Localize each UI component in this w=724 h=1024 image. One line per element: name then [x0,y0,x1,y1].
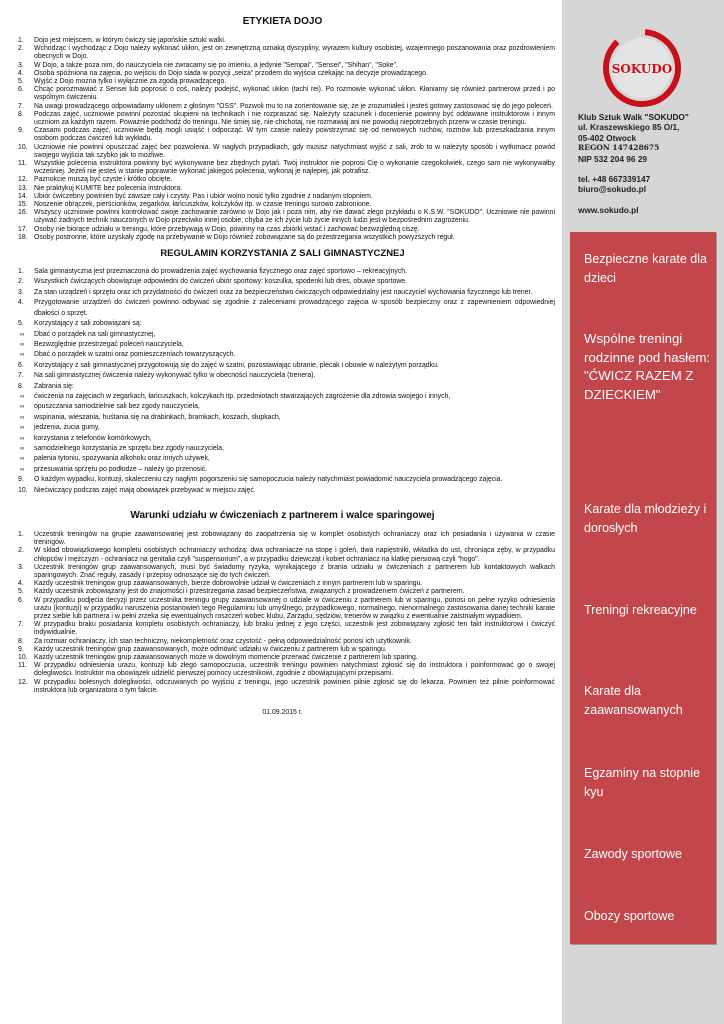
rule-item [10,70,555,78]
sub-rule-text: samodzielnego korzystania ze sprzętu bez zgody nauczyciela, [34,444,224,452]
rule-item [10,662,555,678]
club-phone: tel. +48 667339147 [578,174,651,185]
club-name: Klub Sztuk Walk "SOKUDO" [578,112,689,122]
rule-item [10,361,555,371]
sub-rule-item [10,402,555,412]
rule-item [10,277,555,287]
rule-number: 6. [18,86,24,94]
sub-rule-item [10,392,555,402]
rule-item [10,588,555,596]
rule-item [10,646,555,654]
sub-rule-text: Dbać o porządek w szatni oraz pomieszczeniach towarzyszących. [34,351,236,359]
rule-text: Na uwagi prowadzącego odpowiadamy ukłonem z głośnym "OSS". Pozwoli mu to na zorientowanie się, że je zrozumiałeś i jesteś gotowy zastosować się do jego poleceń. [34,102,553,110]
rule-text: Każdy uczestnik treningów grup zaawansowanych, bierze dobrowolnie udział w ćwiczeniach z innym partnerem lub w sparingu. [34,580,423,588]
rule-text: Paznokcie muszą być czyste i krótko obcięte. [34,176,173,184]
rule-item [10,78,555,86]
rule-number: 6. [18,361,24,369]
rule-number: 1. [18,37,24,44]
rule-text: Za rozmiar ochraniaczy, ich stan techniczny, niekompletność oraz czystość - pełną odpowiedzialność ponosi ich użytkownik. [34,637,412,645]
bullet-icon: ∞ [20,466,25,473]
offer-item: Zawody sportowe [584,847,682,861]
rule-number: 5. [18,78,24,86]
svg-text:SOKUDO: SOKUDO [611,62,673,76]
rule-number: 5. [18,320,24,328]
rule-item [10,37,555,45]
rule-number: 2. [18,45,24,53]
rule-number: 6. [18,596,24,604]
rule-text: W przypadku podjęcia decyzji przez uczestnika treningu grupy zaawansowanej o udziale w ćwiczeniu z partnerem lub w sparingu, ponosi on pełne ryzyko odniesienia urazu (kontuzji) w przypadku naruszenia postanowień tego Regulaminu lub umyślnego, przypadkowego, normalnego, nienormalnego zastosowania danej techniki karate przez siebie lub partnera i w pełni zrzeka się ewentualnych roszczeń wobec klubu, Zarządu, sędziów, trenerów w związku z ewentualnie zaistniałym wypadkiem. [34,596,555,621]
rule-item [10,597,555,622]
warunki-title: Warunki udziału w ćwiczeniach z partnerem i walce sparingowej [130,510,435,522]
bullet-icon: ∞ [20,393,25,400]
rule-number: 8. [18,382,24,390]
regulamin-list-part3 [10,475,555,496]
rule-number: 17. [18,225,28,233]
rule-text: Dojo jest miejscem, w którym ćwiczy się japońskie sztuki walki. [34,37,226,44]
rule-item [10,267,555,277]
sub-rule-text: palenia tytoniu, spożywania alkoholu oraz innych używek, [34,455,210,463]
rule-text: Korzystający z sali zobowiązani są: [34,320,142,328]
rule-number: 10. [18,143,28,151]
document-main [10,8,555,716]
document-date: 01.09.2015 r. [262,709,303,717]
regulamin-list-part1 [10,267,555,329]
offer-item: Karate dla zaawansowanych [584,684,683,717]
rule-number: 3. [18,288,24,296]
rule-text: Czasami podczas zajęć, uczniowie będą mogli usiąść i odpocząć. W tym czasie należy powstrzymać się od nerwowych ruchów, rozmów lub przeszkadzania innym osobom podczas ćwiczeń lub wykładu. [34,127,555,143]
rule-number: 1. [18,268,24,276]
rule-number: 4. [18,580,24,588]
rule-number: 4. [18,299,24,307]
rule-number: 10. [18,486,28,494]
rule-item [10,144,555,160]
rule-number: 11. [18,662,28,670]
club-website-link[interactable]: www.sokudo.pl [578,204,639,215]
rule-number: 12. [18,176,28,184]
club-street: ul. Kraszewskiego 85 O/1, [578,122,680,133]
rule-text: Ubiór ćwiczebny powinien być zawsze cały i czysty. Pas i ubiór wolno nosić tylko zgodnie z nadanym stopniem. [34,192,373,200]
sub-rule-text: ćwiczenia na zajęciach w zegarkach, łańcuszkach, kolczykach itp. przedmiotach stwarzających zagrożenie dla zdrowia swojego i innych, [34,392,451,400]
rule-text: Na sali gimnastycznej ćwiczenia należy wykonywać tylko w obecności nauczyciela (trenera). [34,372,316,380]
rule-item [10,486,555,496]
rule-number: 7. [18,102,24,110]
rule-text: Każdy uczestnik zobowiązany jest do znajomości i przestrzegania zasad bezpieczeństwa, związanych z prowadzeniem ćwiczeń z partnerem. [34,588,465,596]
rule-number: 7. [18,372,24,380]
rule-text: Każdy uczestnik treningów grup zaawansowanych może w dowolnym momencie przerwać ćwiczenie z partnerem lub sparing. [34,654,418,662]
sub-rule-text: Dbać o porządek na sali gimnastycznej, [34,330,156,338]
rule-item [10,371,555,381]
rule-text: Nie praktykuj KUMITE bez polecenia instruktora. [34,184,183,192]
warunki-list [10,531,555,695]
sokudo-logo [592,18,692,118]
rule-item [10,654,555,662]
rule-text: Osoba spóźniona na zajęcia, po wejściu do Dojo siada w pozycji „seiza" przodem do wyjścia czekając na decyzje prowadzącego. [34,69,428,77]
rule-number: 10. [18,654,28,662]
rule-text: Osoby nie biorące udziału w treningu, które przebywają w Dojo, powinny na czas zbiórki wstać i zachować bezwzględną ciszę. [34,225,420,233]
bullet-icon: ∞ [20,414,25,421]
regulamin-prohibitions-list [10,392,555,475]
club-regon: REGON 147428675 [578,143,660,153]
rule-number: 1. [18,531,24,539]
sub-rule-item [10,330,555,340]
rule-number: 15. [18,201,28,209]
sub-rule-item [10,350,555,360]
rule-item [10,86,555,102]
rule-item [10,679,555,695]
rule-item [10,580,555,588]
rule-item [10,127,555,143]
offer-item: Karate dla młodzieży i dorosłych [584,502,707,535]
rule-text: Uczestnik treningów na grupie zaawansowanej jest zobowiązany do zaopatrzenia się w komplet osobistych ochraniaczy oraz ich posiadania i używania w czasie treningów. [34,531,555,547]
rule-text: W przypadku odniesienia urazu, kontuzji lub złego samopoczucia, uczestnik treningu powinien natychmiast zgłosić się do instruktora i poinformować go o swojej dolegliwości. Instruktor ma obowiązek udzielić pierwszej pomocy uczestnikowi, zgodnie z obowiązującymi przepisami. [34,662,555,678]
bullet-icon: ∞ [20,456,25,463]
rule-item [10,234,555,242]
sub-rule-text: opuszczania samodzielnie sali bez zgody nauczyciela, [34,403,200,411]
sub-rule-item [10,423,555,433]
rule-number: 2. [18,547,24,555]
sub-rule-text: Bezwzględnie przestrzegać poleceń nauczyciela, [34,340,184,348]
bullet-icon: ∞ [20,341,25,348]
rule-text: W przypadku bolesnych dolegliwości, odczuwanych po wyjściu z treningu, jego uczestnik powinien pilnie zgłosić się do lekarza. Powinien też pilnie poinformować instruktora lub organizatora o tym fakcie. [34,678,555,694]
rule-number: 9. [18,645,24,653]
club-city: 05-402 Otwock [578,132,637,143]
rule-text: W Dojo, a także poza nim, do nauczyciela nie zwracamy się po imieniu, a jedynie "Sempai", "Sensei", "Shihan", "Soke". [34,61,398,69]
sub-rule-text: jedzenia, żucia gumy, [34,424,100,432]
rule-number: 3. [18,61,24,69]
rule-item [10,382,555,392]
club-contact-info [578,112,723,215]
rule-number: 8. [18,637,24,645]
offer-panel [570,232,716,944]
rule-text: Wszyscy uczniowie powinni kontrolować swoje zachowanie zarówno w Dojo jak i poza nim, aby nie dawać złego przykładu o K.S.W. "SOKUDO". Uczniowie nie powinni używać żadnych technik nauczonych w Dojo przeciwko innej osobie, chyba że ich życie lub życie innych ludzi jest w bezpośrednim zagrożeniu. [34,209,555,225]
rule-text: Za stan urządzeń i sprzętu oraz ich przydatności do ćwiczeń oraz za bezpieczeństwo ćwiczących odpowiedzialny jest nauczyciel wychowania fizycznego lub trener. [34,288,533,296]
rule-item [10,226,555,234]
rule-item [10,319,555,329]
rule-number: 7. [18,621,24,629]
rule-text: Wchodząc i wychodząc z Dojo należy wykonać ukłon, jest on zewnętrzną oznaką dyscypliny, wyrazem kultury osobistej, wzajemnego poszanowania oraz pozdrowieniem obecnych w Dojo. [34,45,555,61]
rule-text: Uczniowie nie powinni opuszczać zajęć bez pozwolenia. W nagłych przypadkach, gdy musisz natychmiast wyjść z sali, zrób to w należyty sposób i wytłumacz powód swojego wyjścia tak szybko jak to możliwe. [34,143,555,159]
rule-text: Zabrania się: [34,382,74,390]
club-email[interactable]: biuro@sokudo.pl [578,184,647,195]
rule-item [10,45,555,61]
regulamin-list-part2 [10,361,555,392]
rule-text: Wszystkich ćwiczących obowiązuje odpowiedni do ćwiczeń ubiór sportowy: koszulka, spodenki lub dres, obuwie sportowe. [34,278,408,286]
rule-item [10,621,555,637]
bullet-icon: ∞ [20,445,25,452]
rule-item [10,209,555,225]
rule-item [10,638,555,646]
document-title: ETYKIETA DOJO [242,16,323,27]
rule-text: Noszenie obrączek, pierścionków, zegarków, łańcuszków, kolczyków itp. w czasie treningu surowo zabronione. [34,201,372,209]
rule-number: 5. [18,588,24,596]
rule-item [10,160,555,176]
offer-item: Bezpieczne karate dla dzieci [584,252,707,285]
rule-text: Chcąc porozmawiać z Sensei lub poprosić o coś, należy podejść, wykonać ukłon (tachi rei). Po rozmowie wykonać ukłon. Kłaniamy się również partnerowi przed i po wspólnym ćwiczeniu. [34,86,555,102]
rule-number: 14. [18,192,28,200]
club-nip: NIP 532 204 96 29 [578,153,648,164]
rule-item [10,475,555,485]
offer-item: Obozy sportowe [584,909,675,923]
rule-item [10,103,555,111]
bullet-icon: ∞ [20,404,25,411]
rule-item [10,185,555,193]
rule-number: 3. [18,563,24,571]
rule-text: W przypadku braku posiadania kompletu osobistych ochraniaczy, lub braku jednej z jego części, uczestnik jest zobowiązany zgłosić ten fakt instruktorowi i ćwiczyć indywidualnie. [34,621,555,637]
regulamin-title: REGULAMIN KORZYSTANIA Z SALI GIMNASTYCZNEJ [160,248,405,260]
rule-item [10,201,555,209]
rule-number: 11. [18,160,28,168]
sub-rule-text: wspinania, wieszania, huśtania się na drabinkach, bramkach, koszach, słupkach, [34,413,281,421]
rule-number: 18. [18,233,28,241]
rule-item [10,62,555,70]
rule-number: 12. [18,678,28,686]
rule-item [10,531,555,547]
rule-item [10,111,555,127]
rule-item [10,298,555,319]
etykieta-list [10,37,555,242]
rule-text: Podczas zajęć, uczniowie powinni pozostać skupieni na technikach i nie rozpraszać się. Należyty szacunek i docenienie powinny być oddawane instruktorowi i innym uczniom za każdym razem. Poważnie podchodź do treningu. Nie śmiej się, nie chichotaj, nie rozmawiaj ani nie powoduj niepotrzebnych przerw w czasie treningu. [34,110,555,127]
sub-rule-item [10,413,555,423]
rule-text: Sala gimnastyczna jest przeznaczona do prowadzenia zajęć wychowania fizycznego oraz zajęć sportowo – rekreacyjnych. [34,268,408,276]
rule-number: 4. [18,69,24,77]
sub-rule-text: korzystania z telefonów komórkowych, [34,434,152,442]
rule-item [10,176,555,184]
sidebar [562,0,724,1024]
sub-rule-item [10,454,555,464]
rule-item [10,193,555,201]
offer-item: Treningi rekreacyjne [584,603,697,617]
rule-text: Wyjść z Dojo można tylko i wyłącznie za zgodą prowadzącego. [34,78,227,86]
sub-rule-item [10,444,555,454]
rule-number: 9. [18,476,24,484]
rule-text: Korzystający z sali gimnastycznej przygotowują się do zajęć w szatni, pozostawiając ubranie, plecak i obuwie w należytym porządku. [34,361,439,369]
bullet-icon: ∞ [20,435,25,442]
rule-item [10,564,555,580]
rule-number: 2. [18,278,24,286]
offer-item: Wspólne treningi rodzinne pod hasłem: "ĆWICZ RAZEM Z DZIECKIEM" [584,331,711,402]
rule-text: Niećwiczący podczas zajęć mają obowiązek przebywać w miejscu zajęć. [34,486,256,494]
rule-text: Wszystkie polecenia instruktora powinny być wykonywane bez zbędnych pytań. Twój instruktor nie poprosi Cię o wykonanie czegokolwiek, czego sam nie wykonywałby wcześniej. Jeżeli nie jesteś w stanie poprawnie wykonać jakiegoś polecenia, wykonaj je najlepiej, jak potrafisz. [34,160,555,176]
rule-item [10,547,555,563]
rule-text: W skład obowiązkowego kompletu osobistych ochraniaczy wchodzą: dwa ochraniacze na stopę i goleń, dwa napięstniki, wkładka do ust, chroniąca zęby, w przypadku chłopców i mężczyzn - ochraniacz na genitalia czyli "suspensorium", a w przypadku dziewcząt i kobiet ochraniacz na klatkę piersiową czyli "hogo". [34,547,555,563]
rule-text: Uczestnik treningów grup zaawansowanych, musi być świadomy ryzyka, wynikającego z brania udziału w ćwiczeniach z partnerem lub kontaktowych walkach sparingowych. Znać reguły, zasady i przepisy odnoszące się do tych ćwiczeń. [34,563,555,580]
bullet-icon: ∞ [20,331,25,338]
offer-item: Egzaminy na stopnie kyu [584,766,701,799]
regulamin-obligations-list [10,330,555,361]
rule-number: 13. [18,184,28,192]
sub-rule-item [10,340,555,350]
rule-text: Osoby postronne, które uzyskały zgodę na przebywanie w Dojo również zobowiązane są do przestrzegania wszystkich powyższych reguł. [34,233,455,241]
sub-rule-text: przesuwania sprzętu po podłodze – należy go przenosić. [34,465,208,473]
rule-number: 9. [18,127,24,135]
rule-text: Przygotowanie urządzeń do ćwiczeń powinno odbywać się zgodnie z zaleceniami prowadzącego zajęcia w sposób bezpieczny oraz z zapewnieniem odpowiedniej dbałości o sprzęt. [34,299,555,317]
rule-text: O każdym wypadku, kontuzji, skaleczeniu czy nagłym pogorszeniu się samopoczucia należy natychmiast powiadomić nauczyciela prowadzącego zajęcia. [34,476,503,484]
rule-text: Każdy uczestnik treningów grup zaawansowanych, może odmówić udziału w ćwiczeniu z partnerem lub w sparingu. [34,645,387,653]
rule-number: 16. [18,209,28,217]
bullet-icon: ∞ [20,352,25,359]
sub-rule-item [10,465,555,475]
sub-rule-item [10,434,555,444]
rule-item [10,288,555,298]
bullet-icon: ∞ [20,425,25,432]
rule-number: 8. [18,110,24,118]
